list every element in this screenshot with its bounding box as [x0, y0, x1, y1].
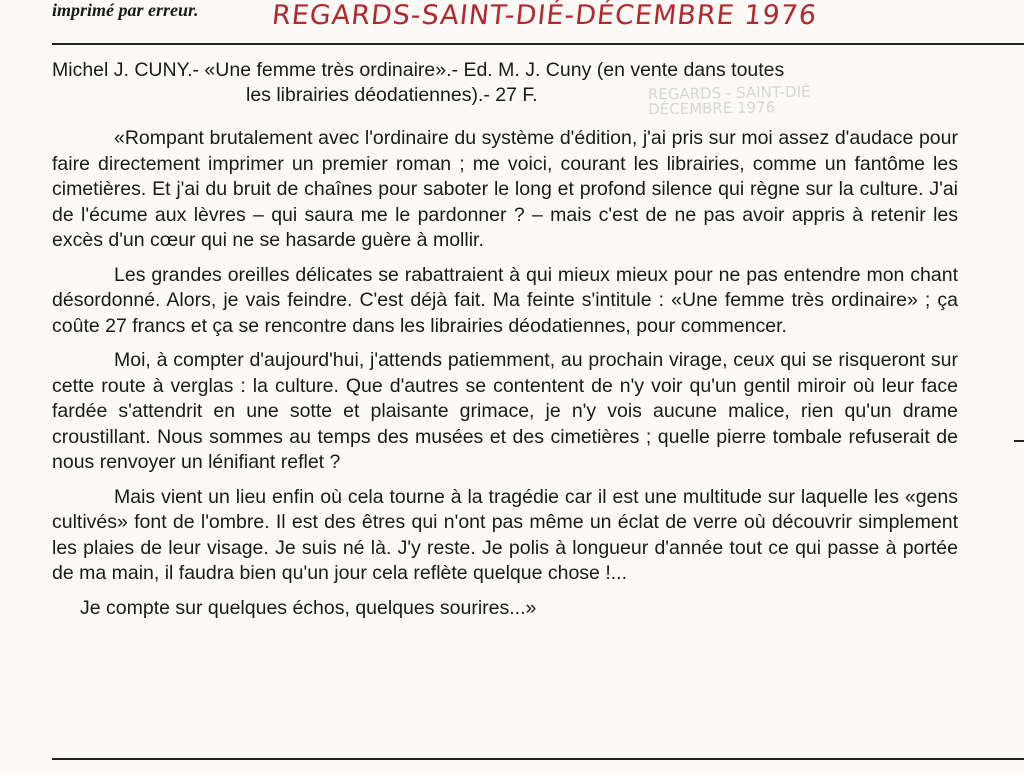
book-reference	[52, 58, 972, 108]
top-divider	[52, 43, 1024, 45]
paragraph-4: Mais vient un lieu enfin où cela tourne à la tragédie car il est une multitude sur laquelle les «gens cultivés» font de l'ombre. Il est des êtres qui n'ont pas même un éclat de verre où découvrir simplement les plaies de leur visage. Je suis né là. J'y reste. Je polis à longueur d'année tout ce qui passe à portée de ma main, il faudra bien qu'un jour cela reflète quelque chose !...	[52, 485, 958, 584]
faint-stamp: REGARDS - SAINT-DIÉ DÉCEMBRE 1976	[647, 82, 811, 119]
printing-note: imprimé par erreur.	[52, 0, 199, 20]
article-body	[52, 126, 958, 630]
paragraph-5: Je compte sur quelques échos, quelques sourires...»	[80, 596, 537, 619]
bottom-divider	[52, 758, 1024, 760]
paragraph-2: Les grandes oreilles délicates se rabattraient à qui mieux mieux pour ne pas entendre mon chant désordonné. Alors, je vais feindre. C'est déjà fait. Ma feinte s'intitule : «Une femme très ordinaire» ; ça coûte 27 francs et ça se rencontre dans les librairies déodatiennes, pour commencer.	[52, 263, 958, 337]
paragraph-1: «Rompant brutalement avec l'ordinaire du système d'édition, j'ai pris sur moi assez d'audace pour faire directement imprimer un premier roman ; me voici, courant les librairies, comme un fantôme les cimetières. Et j'ai du bruit de chaînes pour saboter le long et profond silence qui règne sur la culture. J'ai de l'écume aux lèvres – qui saura me le pardonner ? – mais c'est de ne pas avoir appris à retenir les excès d'un cœur qui ne se hasarde guère à mollir.	[52, 127, 958, 251]
edge-mark	[1014, 440, 1024, 442]
paragraph-3: Moi, à compter d'aujourd'hui, j'attends patiemment, au prochain virage, ceux qui se risqueront sur cette route à verglas : la culture. Que d'autres se contentent de n'y voir qu'un gentil miroir où leur face fardée s'attendrit en une sotte et plaisante grimace, je n'y vois aucune malice, rien qu'un drame croustillant. Nous sommes au temps des musées et des cimetières ; quelle pierre tombale refuserait de nous renvoyer un lénifiant reflet ?	[52, 349, 958, 473]
book-reference-line-2: les librairies déodatiennes).- 27 F.	[246, 84, 538, 106]
book-reference-line-1: Michel J. CUNY.- «Une femme très ordinaire».- Ed. M. J. Cuny (en vente dans toutes	[52, 59, 785, 81]
handwritten-source-stamp: REGARDS-SAINT-DIÉ-DÉCEMBRE 1976	[270, 0, 819, 31]
